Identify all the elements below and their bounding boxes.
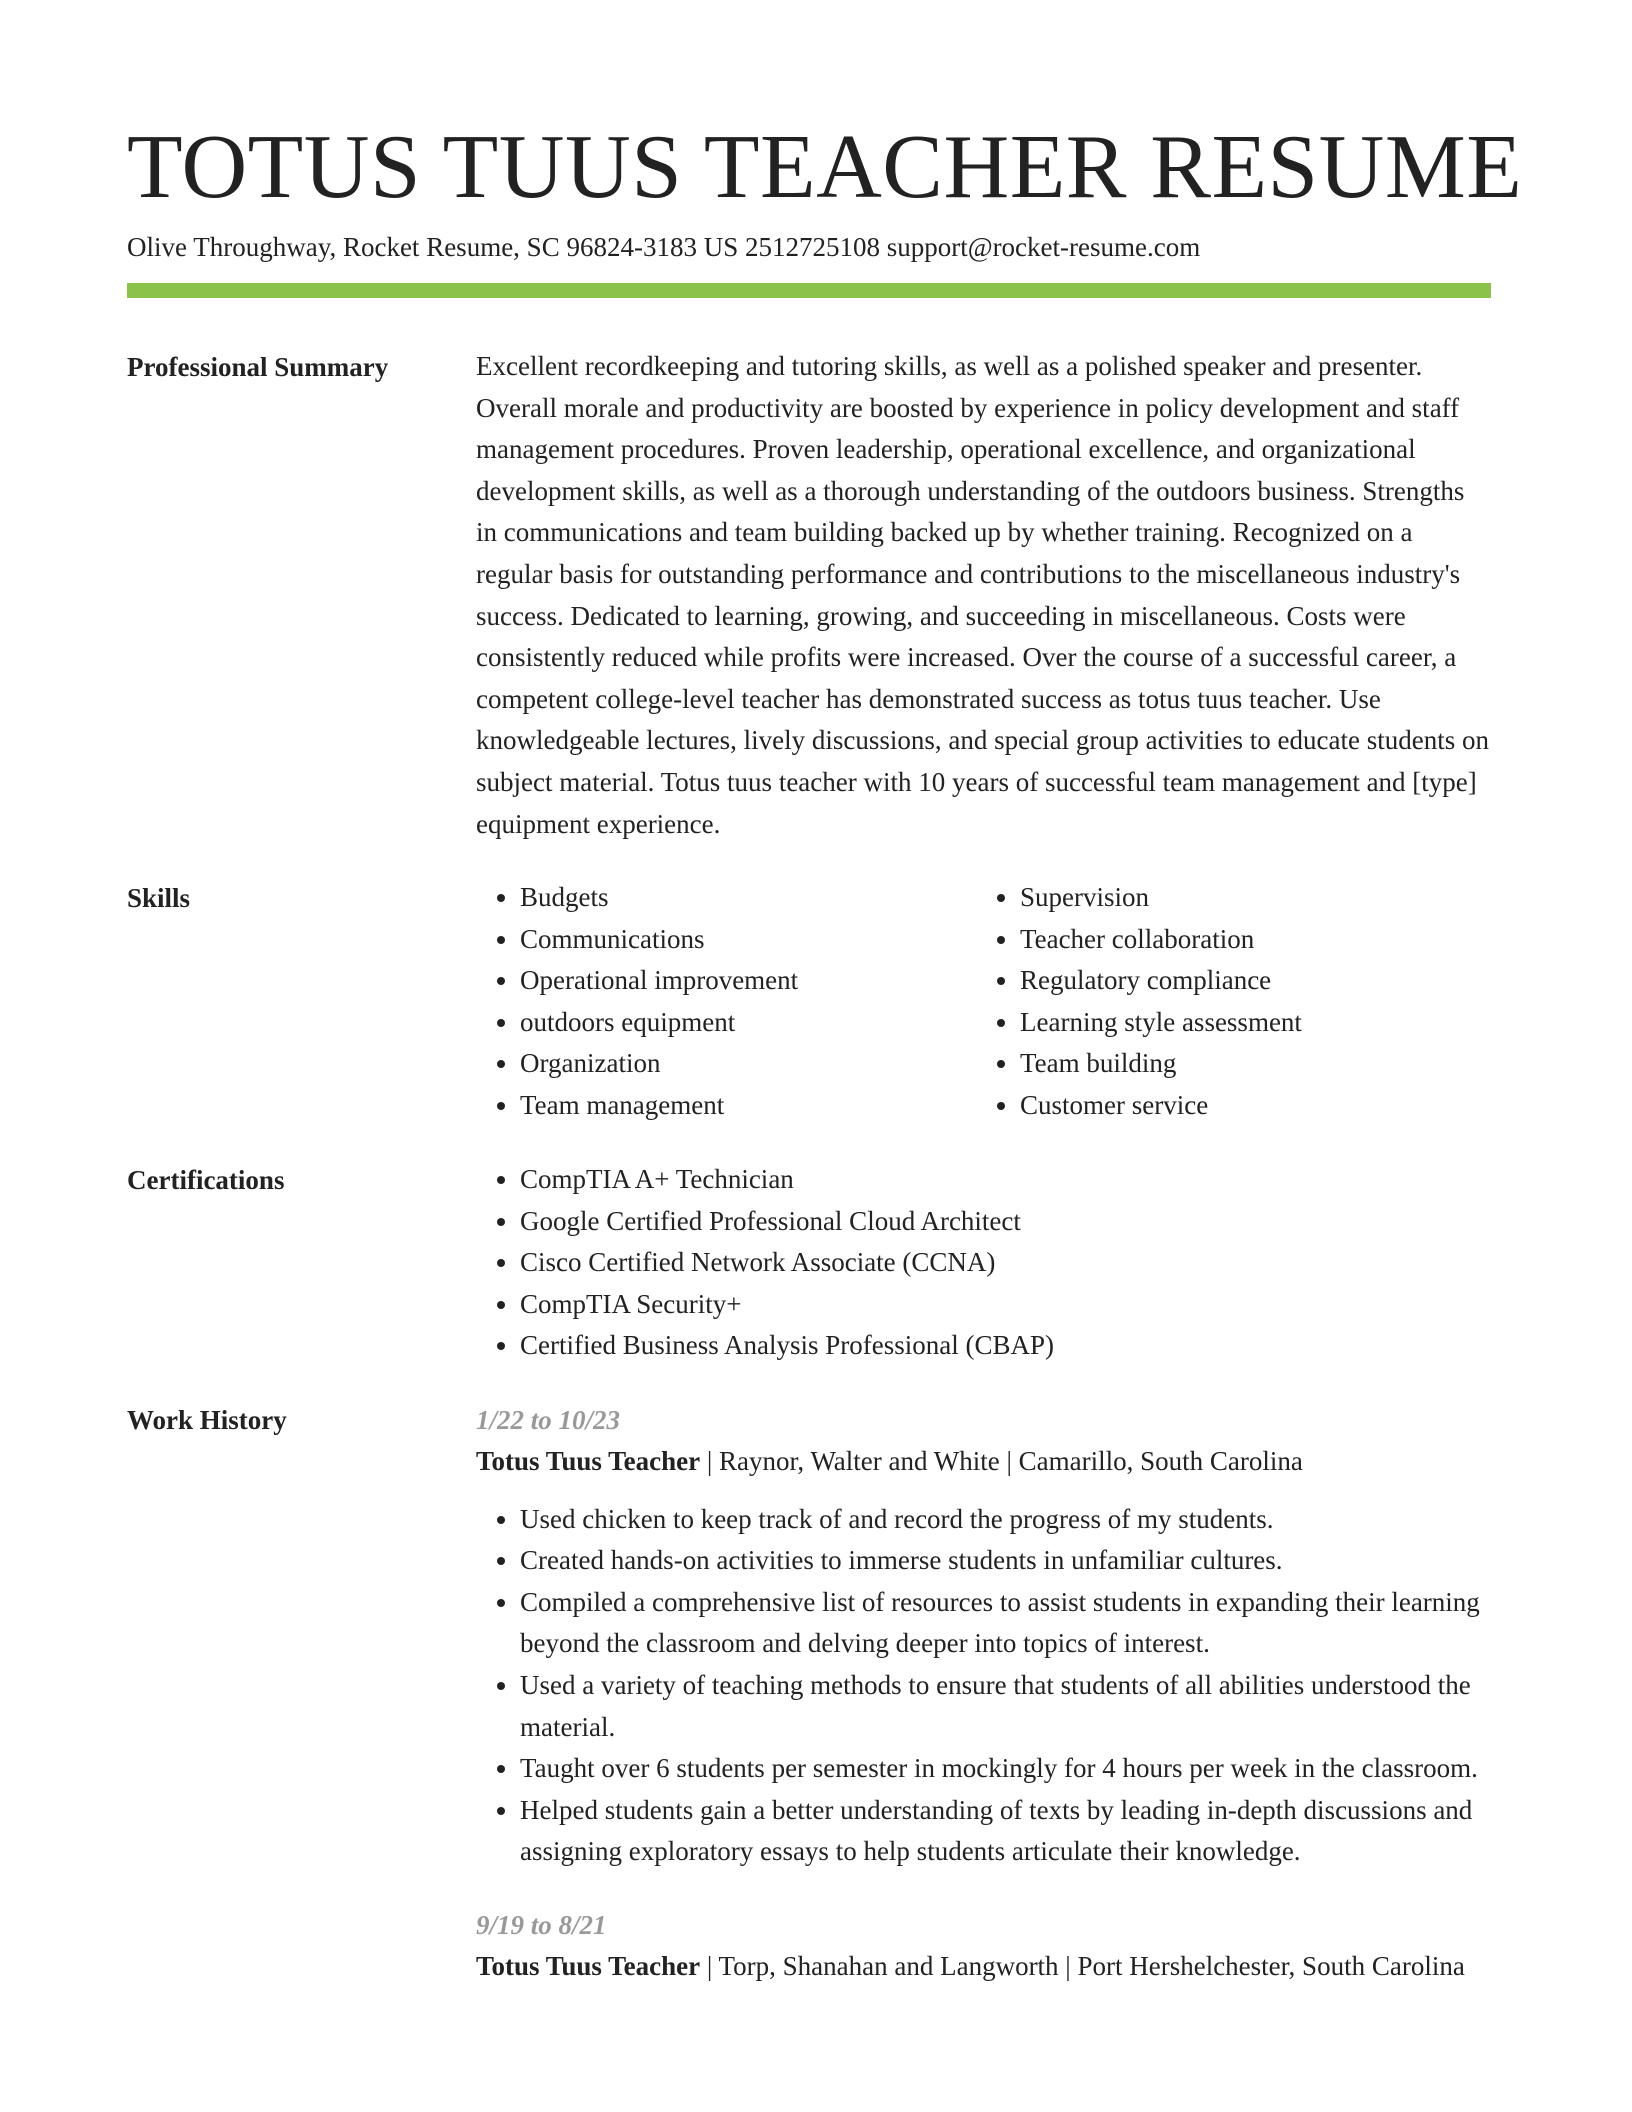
job-title: Totus Tuus Teacher	[476, 1446, 701, 1476]
job-bullet: • Taught over 6 students per semester in mockingly for 4 hours per week in the classroom.	[520, 1748, 1491, 1790]
job-entry	[476, 1904, 1491, 1988]
job-entry	[476, 1399, 1491, 1873]
job-bullet-list	[476, 1499, 1491, 1873]
skill-item: • Budgets	[520, 877, 976, 919]
work-history-body	[476, 1399, 1491, 1988]
job-bullet: • Used a variety of teaching methods to ensure that students of all abilities understood the material.	[520, 1665, 1491, 1748]
summary-body	[476, 346, 1491, 845]
skill-item: • Operational improvement	[520, 960, 976, 1002]
skill-item: • Organization	[520, 1043, 976, 1085]
header-divider	[127, 283, 1491, 298]
certifications-list	[476, 1159, 1491, 1367]
certification-item: • Cisco Certified Network Associate (CCNA)	[520, 1242, 1491, 1284]
skill-item: • Communications	[520, 919, 976, 961]
job-title: Totus Tuus Teacher	[476, 1950, 701, 1981]
job-bullet: • Used chicken to keep track of and record the progress of my students.	[520, 1499, 1491, 1541]
summary-text: Excellent recordkeeping and tutoring skills, as well as a polished speaker and presenter. Overall morale and productivity are boosted by experience in policy development and staff management procedures. Proven leadership, operational excellence, and organizational development skills, as well as a thorough understanding of the outdoors business. Strengths in communications and team building backed up by whether training. Recognized on a regular basis for outstanding performance and contributions to the miscellaneous industry's success. Dedicated to learning, growing, and succeeding in miscellaneous. Costs were consistently reduced while profits were increased. Over the course of a successful career, a competent college-level teacher has demonstrated success as totus tuus teacher. Use knowledgeable lectures, lively discussions, and special group activities to educate students on subject material. Totus tuus teacher with 10 years of successful team management and [type] equipment experience.	[476, 351, 1489, 839]
work-history-heading: Work History	[127, 1405, 287, 1435]
certification-item: • CompTIA Security+	[520, 1284, 1491, 1326]
skills-heading: Skills	[127, 883, 191, 913]
skill-item: • outdoors equipment	[520, 1002, 976, 1044]
skill-item: • Learning style assessment	[1020, 1002, 1476, 1044]
certification-item: • Google Certified Professional Cloud Architect	[520, 1201, 1491, 1243]
skill-item: • Team building	[1020, 1043, 1476, 1085]
skills-body	[476, 877, 1491, 1127]
certification-item: • CompTIA A+ Technician	[520, 1159, 1491, 1201]
certifications-heading: Certifications	[127, 1165, 285, 1195]
job-dates: 1/22 to 10/23	[476, 1405, 621, 1435]
skills-column-left	[476, 877, 976, 1127]
skill-item: • Supervision	[1020, 877, 1476, 919]
summary-heading: Professional Summary	[127, 352, 389, 382]
job-bullet: • Created hands-on activities to immerse students in unfamiliar cultures.	[520, 1540, 1491, 1582]
contact-info: Olive Throughway, Rocket Resume, SC 96824-3183 US 2512725108 support@rocket-resume.com	[127, 232, 1201, 262]
job-details: | Torp, Shanahan and Langworth | Port Hershelchester, South Carolina	[700, 1950, 1465, 1981]
skill-item: • Teacher collaboration	[1020, 919, 1476, 961]
skills-list-right	[976, 877, 1476, 1127]
job-heading	[476, 1946, 1491, 1988]
certification-item: • Certified Business Analysis Professional (CBAP)	[520, 1325, 1491, 1367]
job-details: | Raynor, Walter and White | Camarillo, South Carolina	[700, 1446, 1303, 1476]
job-heading	[476, 1441, 1491, 1483]
job-bullet: • Helped students gain a better understanding of texts by leading in-depth discussions and assigning exploratory essays to help students articulate their knowledge.	[520, 1790, 1491, 1873]
skill-item: • Regulatory compliance	[1020, 960, 1476, 1002]
skill-item: • Team management	[520, 1085, 976, 1127]
job-dates: 9/19 to 8/21	[476, 1909, 607, 1940]
job-bullet: • Compiled a comprehensive list of resources to assist students in expanding their learning beyond the classroom and delving deeper into topics of interest.	[520, 1582, 1491, 1665]
skill-item: • Customer service	[1020, 1085, 1476, 1127]
skills-list-left	[476, 877, 976, 1127]
certifications-body	[476, 1159, 1491, 1367]
resume-title: TOTUS TUUS TEACHER RESUME	[127, 116, 1523, 217]
skills-column-right	[976, 877, 1476, 1127]
